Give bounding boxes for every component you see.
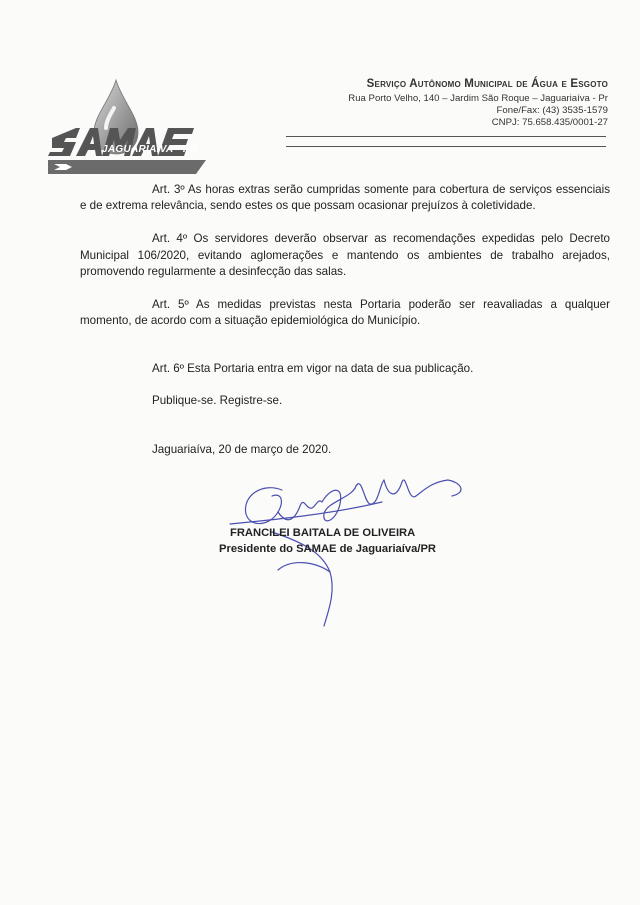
water-drop-logo-icon (46, 78, 216, 174)
header-divider-top (286, 136, 606, 137)
article-6: Art. 6º Esta Portaria entra em vigor na data de sua publicação. (152, 362, 474, 375)
organization-address: Rua Porto Velho, 140 – Jardim São Roque – Jaguariaíva - Pr (348, 93, 608, 104)
organization-cnpj: CNPJ: 75.658.435/0001-27 (491, 117, 608, 128)
publication-order: Publique-se. Registre-se. (152, 394, 283, 407)
document-body (80, 182, 610, 346)
organization-phone: Fone/Fax: (43) 3535-1579 (496, 105, 608, 116)
signer-title: Presidente do SAMAE de Jaguariaíva/PR (219, 543, 436, 555)
signer-name: FRANCILEI BAITALA DE OLIVEIRA (230, 527, 416, 539)
place-and-date: Jaguariaíva, 20 de março de 2020. (152, 443, 332, 456)
article-5: Art. 5º As medidas previstas nesta Portaria poderão ser reavaliadas a qualquer momento, de acordo com a situação epidemiológica do Município. (80, 298, 610, 328)
organization-name: Serviço Autônomo Municipal de Água e Esgoto (366, 78, 608, 90)
letterhead (248, 78, 608, 129)
article-3: Art. 3º As horas extras serão cumpridas somente para cobertura de serviços essenciais e de extrema relevância, sendo estes os que possam ocasionar prejuízos à coletividade. (80, 183, 610, 213)
logo-city-label: JAGUARIAÍVA - PR (102, 144, 198, 155)
article-4: Art. 4º Os servidores deverão observar as recomendações expedidas pelo Decreto Municipal 106/2020, evitando aglomerações e mantendo os ambientes de trabalho arejados, promovendo regularmente a desinfecção das salas. (80, 232, 610, 278)
header-divider-bottom (286, 146, 606, 147)
samae-logo (46, 78, 216, 174)
